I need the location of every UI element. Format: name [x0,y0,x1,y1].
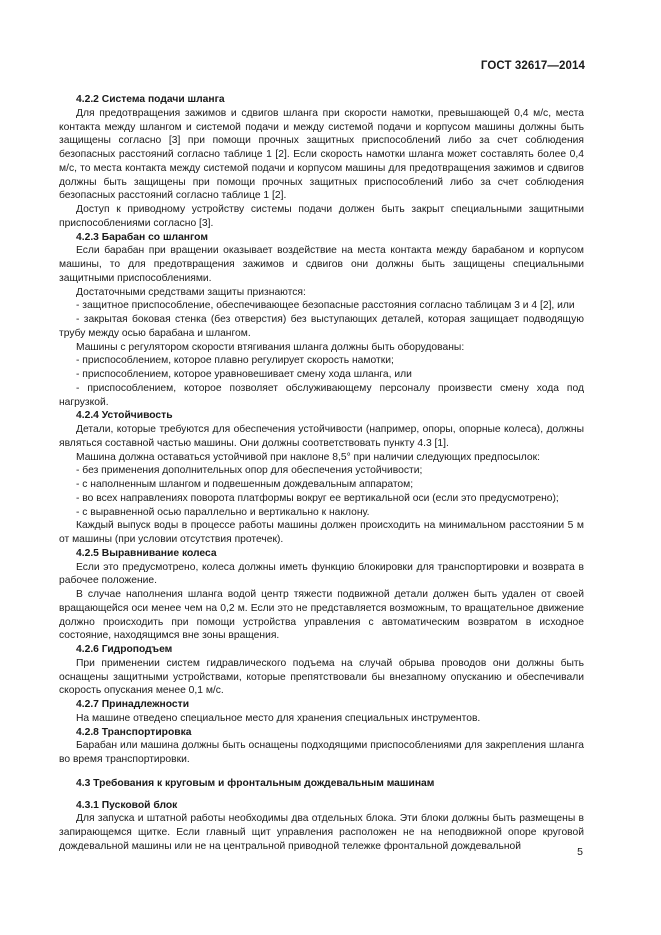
paragraph: - закрытая боковая стенка (без отверстия) без выступающих деталей, которая защищает подводящую трубу между осью барабана и шлангом. [59,314,584,339]
section-heading: 4.3.1 Пусковой блок [76,799,178,811]
section-heading: 4.2.7 Принадлежности [76,699,190,710]
paragraph: - во всех направлениях поворота платформы вокруг ее вертикальной оси (если это предусмотрено); [76,492,559,504]
paragraph: На машине отведено специальное место для хранения специальных инструментов. [76,712,481,724]
document-code: ГОСТ 32617—2014 [480,60,585,72]
paragraph: Барабан или машина должны быть оснащены подходящими приспособлениями для закрепления шланга во время транспортировки. [59,740,584,765]
paragraph: Для предотвращения зажимов и сдвигов шланга при скорости намотки, превышающей 0,4 м/с, места контакта между шлангом и системой подачи и между системой подачи и корпусом машины должны быть защищены согласно [3] при помощи прочных защитных приспособлений либо за счет соблюдения безопасных расстояний согласно таблице 1 [2]. Если скорость намотки шланга может составлять более 0,4 м/с, то места контакта между системой подачи и корпусом машины для предотвращения зажимов и сдвигов должны быть защищены при помощи прочных защитных приспособлений либо за счет соблюдения безопасных расстояний согласно таблице 1 [2]. [59,107,584,202]
paragraph: Машины с регулятором скорости втягивания шланга должны быть оборудованы: [76,341,465,353]
paragraph: - без применения дополнительных опор для обеспечения устойчивости; [76,465,423,477]
paragraph: Если барабан при вращении оказывает воздействие на места контакта между барабаном и корпусом машины, то для предотвращения зажимов и сдвигов они должны быть защищены специальными защитными приспособлениями. [59,245,584,284]
paragraph: В случае наполнения шланга водой центр тяжести подвижной детали должен быть удален от своей вращающейся оси менее чем на 0,2 м. Если это не представляется возможным, то вращательное движение должно происходить при помощи устройства управления с автоматическим возвратом в исходное состояние, находящимся вне зоны вращения. [59,589,584,642]
paragraph: Каждый выпуск воды в процессе работы машины должен происходить на минимальном расстоянии 5 м от машины (при условии отсутствия протечек). [59,520,584,545]
paragraph: Для запуска и штатной работы необходимы два отдельных блока. Эти блоки должны быть размещены в запирающемся щитке. Если главный щит управления расположен не на неподвижной опоре круговой дождевальной машины или не на центральной приводной тележке фронтальной дождевальной [59,813,584,852]
document-body [59,93,584,854]
paragraph: При применении систем гидравлического подъема на случай обрыва проводов они должны быть оснащены защитными устройствами, которые препятствовали бы внезапному опусканию и обеспечивали скорость опускания менее 0,1 м/с. [59,657,584,697]
paragraph: - с выравненной осью параллельно и вертикально к наклону. [76,506,370,518]
paragraph: - приспособлением, которое позволяет обслуживающему персоналу произвести смену хода под нагрузкой. [59,382,584,408]
paragraph: - защитное приспособление, обеспечивающее безопасные расстояния согласно таблицам 3 и 4 [2], или [76,300,575,312]
paragraph: Доступ к приводному устройству системы подачи должен быть закрыт специальными защитными приспособлениями согласно [3]. [59,204,584,229]
page-number: 5 [577,846,583,858]
paragraph: - приспособлением, которое уравновешивает смену хода шланга, или [76,369,412,380]
section-heading: 4.2.2 Система подачи шланга [76,94,225,105]
section-heading: 4.2.5 Выравнивание колеса [76,547,217,559]
section-heading: 4.2.6 Гидроподъем [76,644,173,655]
paragraph: - с наполненным шлангом и подвешенным дождевальным аппаратом; [76,479,414,490]
paragraph: Машина должна оставаться устойчивой при наклоне 8,5° при наличии следующих предпосылок: [76,451,541,463]
paragraph: - приспособлением, которое плавно регулирует скорость намотки; [76,355,394,367]
section-heading: 4.2.4 Устойчивость [76,410,173,422]
section-heading: 4.2.8 Транспортировка [76,726,192,738]
paragraph: Если это предусмотрено, колеса должны иметь функцию блокировки для транспортировки и возврата в рабочее положение. [59,561,584,587]
paragraph: Детали, которые требуются для обеспечения устойчивости (например, опоры, опорные колеса), должны являться составной частью машины. Они должны соответствовать пункту 4.3 [1]. [59,424,584,449]
paragraph: Достаточными средствами защиты признаются: [76,286,306,298]
section-heading: 4.2.3 Барабан со шлангом [76,231,208,243]
section-heading: 4.3 Требования к круговым и фронтальным дождевальным машинам [76,777,435,789]
